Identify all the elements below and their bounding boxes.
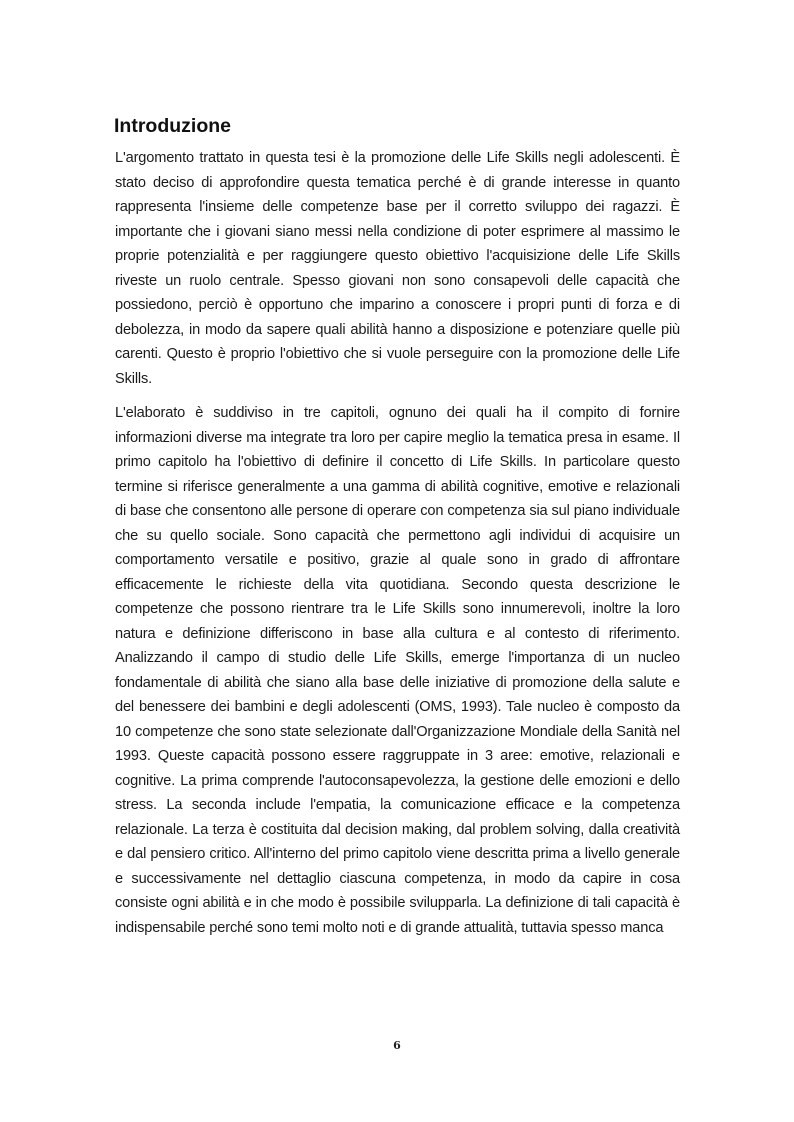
paragraph-intro: L'argomento trattato in questa tesi è la promozione delle Life Skills negli adolescenti. È stato deciso di approfondire questa tematica perché è di grande interesse in quanto rappresenta l'insieme delle competenze base per il corretto sviluppo dei ragazzi. È importante che i giovani siano messi nella condizione di poter esprimere al massimo le proprie potenzialità e per raggiungere questo obiettivo l'acquisizione delle Life Skills riveste un ruolo centrale. Spesso giovani non sono consapevoli delle capacità che possiedono, perciò è opportuno che imparino a conoscere i propri punti di forza e di debolezza, in modo da sapere quali abilità hanno a disposizione e potenziare quelle più carenti. Questo è proprio l'obiettivo che si vuole perseguire con la promozione delle Life Skills. xyxy=(115,150,680,387)
page-number: 6 xyxy=(393,1039,401,1052)
section-heading: Introduzione xyxy=(114,115,231,137)
body-text xyxy=(115,146,680,950)
paragraph-structure: L'elaborato è suddiviso in tre capitoli, ognuno dei quali ha il compito di fornire informazioni diverse ma integrate tra loro per capire meglio la tematica presa in esame. Il primo capitolo ha l'obiettivo di definire il concetto di Life Skills. In particolare questo termine si riferisce generalmente a una gamma di abilità cognitive, emotive e relazionali di base che consentono alle persone di operare con competenza sia sul piano individuale che su quello sociale. Sono capacità che permettono agli individui di acquisire un comportamento versatile e positivo, grazie al quale sono in grado di affrontare efficacemente le richieste della vita quotidiana. Secondo questa descrizione le competenze che possono rientrare tra le Life Skills sono innumerevoli, inoltre la loro natura e definizione differiscono in base alla cultura e al contesto di riferimento. Analizzando il campo di studio delle Life Skills, emerge l'importanza di un nucleo fondamentale di abilità che siano alla base delle iniziative di promozione della salute e del benessere dei bambini e degli adolescenti (OMS, 1993). Tale nucleo è composto da 10 competenze che sono state selezionate dall'Organizzazione Mondiale della Sanità nel 1993. Queste capacità possono essere raggruppate in 3 aree: emotive, relazionali e cognitive. La prima comprende l'autoconsapevolezza, la gestione delle emozioni e dello stress. La seconda include l'empatia, la comunicazione efficace e la competenza relazionale. La terza è costituita dal decision making, dal problem solving, dalla creatività e dal pensiero critico. All'interno del primo capitolo viene descritta prima a livello generale e successivamente nel dettaglio ciascuna competenza, in modo da capire in cosa consiste ogni abilità e in che modo è possibile svilupparla. La definizione di tali capacità è indispensabile perché sono temi molto noti e di grande attualità, tuttavia spesso manca xyxy=(115,405,680,936)
